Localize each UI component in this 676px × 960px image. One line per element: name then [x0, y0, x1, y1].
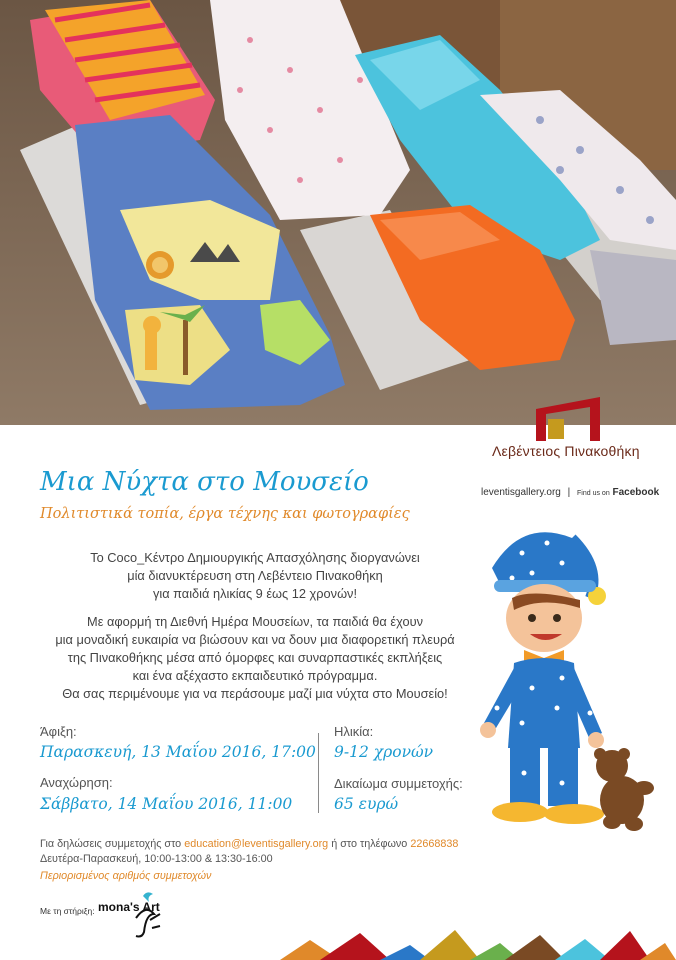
contact-middle: ή στο τηλέφωνο: [331, 838, 408, 850]
intro-line: μία διανυκτέρευση στη Λεβέντειο Πινακοθήκη: [127, 568, 383, 583]
details-divider: [318, 733, 319, 813]
departure-label: Αναχώρηση:: [40, 775, 113, 790]
brand-name: Λεβέντειος Πινακοθήκη: [492, 443, 640, 459]
limited-notice: Περιορισμένος αριθμός συμμετοχών: [40, 870, 212, 882]
description-line: και ένα αξέχαστο εκπαιδευτικό πρόγραμμα.: [132, 668, 378, 683]
photo-sleeping-bags-image: [0, 0, 676, 425]
arrival-value: Παρασκευή, 13 Μαΐου 2016, 17:00: [40, 743, 316, 761]
description-line: της Πινακοθήκης μέσα από όμορφες και συναρπαστικές εκπλήξεις: [67, 650, 443, 665]
find-us-label: Find us on: [577, 490, 610, 497]
fee-value: 65 ευρώ: [334, 795, 399, 813]
contact-info: [40, 837, 458, 867]
contact-hours: Δευτέρα-Παρασκευή, 10:00-13:00 & 13:30-16:00: [40, 853, 273, 865]
separator: |: [567, 487, 571, 498]
decorative-color-strip: [0, 925, 676, 960]
departure-value: Σάββατο, 14 Μαΐου 2016, 11:00: [40, 795, 293, 813]
email-link[interactable]: education@leventisgallery.org: [184, 838, 329, 850]
support-label: Με τη στήριξη:: [40, 906, 95, 916]
phone-link[interactable]: 22668838: [410, 838, 459, 850]
description-line: Θα σας περιμένουμε για να περάσουμε μαζί μια νύχτα στο Μουσείο!: [62, 686, 448, 701]
facebook-link[interactable]: Facebook: [612, 487, 660, 498]
description-paragraph: [40, 613, 470, 703]
leventis-logo-icon: [534, 397, 604, 441]
age-value: 9-12 χρονών: [334, 743, 434, 761]
contact-line: [40, 837, 458, 852]
sponsor-name: mona's Art: [98, 900, 160, 914]
pajama-boy-with-teddy-illustration: [462, 518, 662, 838]
page-title: Μια Νύχτα στο Μουσείο: [40, 467, 369, 497]
fee-label: Δικαίωμα συμμετοχής:: [334, 776, 463, 791]
description-line: Με αφορμή τη Διεθνή Ημέρα Μουσείων, τα παιδιά θα έχουν: [87, 614, 423, 629]
description-line: μια μοναδική ευκαιρία να βιώσουν και να δουν μια διαφορετική πλευρά: [55, 632, 455, 647]
page-subtitle: Πολιτιστικά τοπία, έργα τέχνης και φωτογραφίες: [40, 506, 410, 522]
age-label: Ηλικία:: [334, 724, 374, 739]
web-links: [481, 487, 659, 498]
intro-line: Το Coco_Κέντρο Δημιουργικής Απασχόλησης διοργανώνει: [90, 550, 420, 565]
arrival-label: Άφιξη:: [40, 724, 77, 739]
contact-prefix: Για δηλώσεις συμμετοχής στο: [40, 838, 182, 850]
intro-paragraph: [40, 549, 470, 603]
character-illustration: [462, 518, 662, 842]
hero-photo: [0, 0, 676, 425]
website-link[interactable]: leventisgallery.org: [481, 487, 561, 498]
intro-line: για παιδιά ηλικίας 9 έως 12 χρονών!: [152, 586, 358, 601]
